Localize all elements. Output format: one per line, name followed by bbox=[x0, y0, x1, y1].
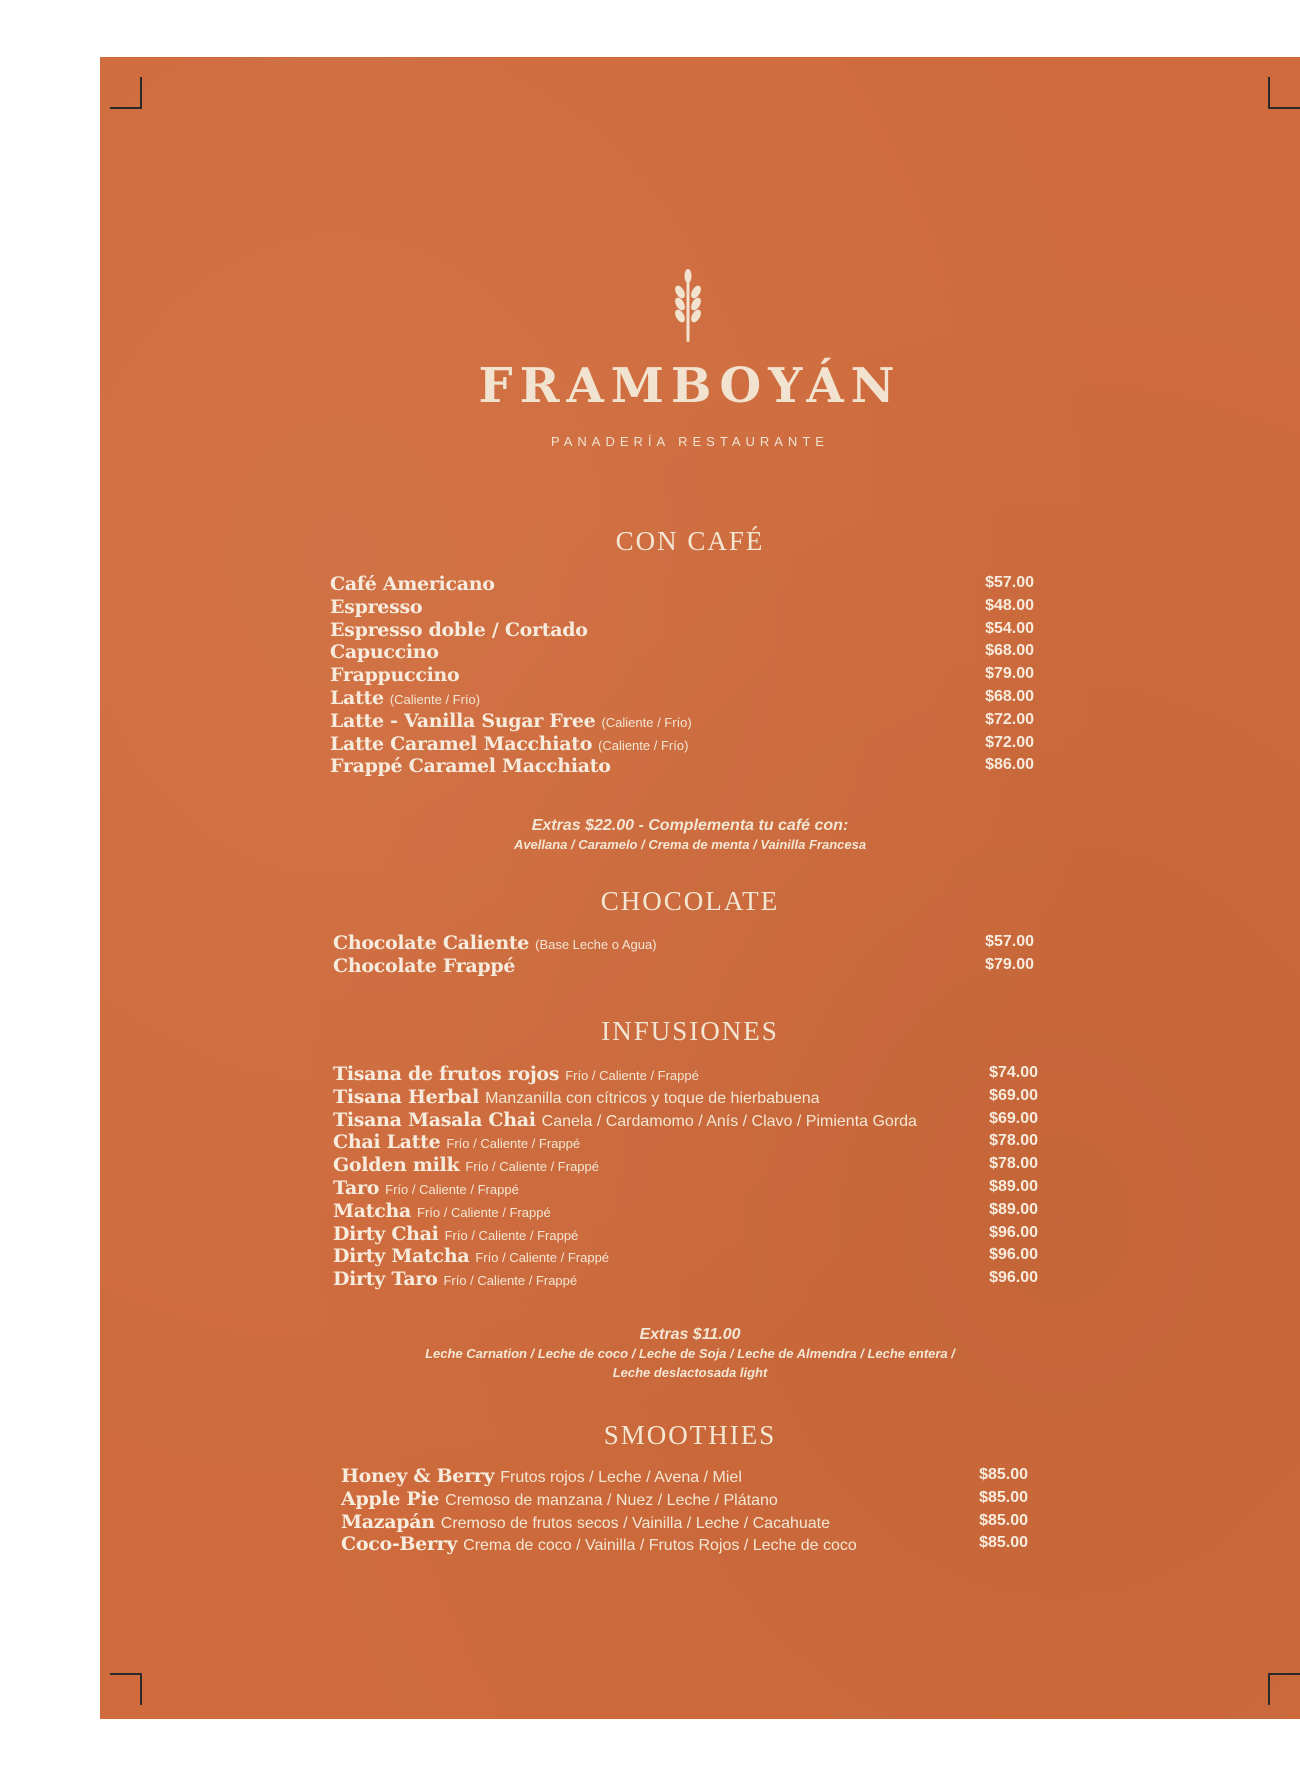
list-item bbox=[333, 1245, 1038, 1268]
item-note: (Caliente / Frío) bbox=[389, 691, 481, 707]
list-item bbox=[333, 1200, 1038, 1223]
item-note: Frío / Caliente / Frappé bbox=[417, 1204, 551, 1220]
list-item bbox=[330, 619, 1034, 642]
list-item bbox=[330, 755, 1034, 778]
item-name: Tisana Herbal bbox=[333, 1085, 480, 1108]
list-item bbox=[330, 664, 1034, 687]
brand-tagline: PANADERÍA RESTAURANTE bbox=[551, 434, 829, 449]
list-item bbox=[330, 573, 1034, 596]
item-name: Latte bbox=[330, 686, 384, 709]
item-name: Frappuccino bbox=[330, 664, 460, 687]
item-price: $85.00 bbox=[979, 1511, 1028, 1529]
item-price: $68.00 bbox=[985, 642, 1034, 660]
extras-options: Leche Carnation / Leche de coco / Leche de Soja / Leche de Almendra / Leche entera / bbox=[425, 1346, 955, 1361]
item-name: Honey & Berry bbox=[341, 1465, 495, 1487]
list-item bbox=[333, 932, 1034, 955]
list-item bbox=[333, 1154, 1038, 1177]
item-name: Frappé Caramel Macchiato bbox=[330, 755, 611, 778]
item-note: (Caliente / Frío) bbox=[598, 737, 689, 753]
item-note: Frío / Caliente / Frappé bbox=[444, 1227, 579, 1243]
item-description: Frutos rojos / Leche / Avena / Miel bbox=[500, 1469, 742, 1486]
list-item bbox=[333, 1063, 1038, 1086]
item-name: Apple Pie bbox=[341, 1487, 440, 1510]
infusiones-items bbox=[333, 1063, 1038, 1291]
item-description: Manzanilla con cítricos y toque de hierbabuena bbox=[485, 1089, 820, 1107]
item-price: $85.00 bbox=[979, 1534, 1028, 1552]
section-title-infusiones: INFUSIONES bbox=[601, 1016, 779, 1046]
cafe-items bbox=[330, 573, 1034, 778]
item-price: $96.00 bbox=[989, 1223, 1038, 1241]
item-name: Espresso bbox=[330, 595, 423, 618]
crop-mark-bottom-left bbox=[110, 1673, 142, 1705]
item-name: Chocolate Caliente bbox=[333, 932, 530, 954]
item-price: $85.00 bbox=[979, 1488, 1028, 1506]
item-name: Mazapán bbox=[341, 1510, 435, 1533]
item-price: $57.00 bbox=[985, 933, 1034, 950]
list-item bbox=[333, 1177, 1038, 1200]
item-price: $69.00 bbox=[989, 1086, 1038, 1104]
list-item bbox=[333, 1268, 1038, 1291]
list-item bbox=[341, 1511, 1028, 1534]
item-description: Canela / Cardamomo / Anís / Clavo / Pimienta Gorda bbox=[541, 1112, 917, 1130]
item-price: $96.00 bbox=[989, 1269, 1038, 1287]
item-name: Espresso doble / Cortado bbox=[330, 618, 588, 641]
item-price: $78.00 bbox=[989, 1155, 1038, 1173]
section-title-cafe: CON CAFÉ bbox=[615, 526, 765, 556]
item-name: Latte Caramel Macchiato bbox=[330, 732, 593, 755]
section-title-chocolate: CHOCOLATE bbox=[600, 886, 780, 916]
item-name: Dirty Matcha bbox=[333, 1245, 470, 1268]
item-note: Frío / Caliente / Frappé bbox=[446, 1136, 581, 1152]
infusiones-extras bbox=[0, 1326, 1300, 1382]
item-price: $57.00 bbox=[985, 574, 1034, 591]
item-price: $69.00 bbox=[989, 1109, 1038, 1127]
item-name: Dirty Taro bbox=[333, 1268, 438, 1291]
item-note: Frío / Caliente / Frappé bbox=[465, 1159, 599, 1175]
item-description: Cremoso de frutos secos / Vainilla / Leche / Cacahuate bbox=[440, 1514, 831, 1532]
item-note: (Base Leche o Agua) bbox=[535, 937, 657, 952]
list-item bbox=[333, 955, 1034, 978]
list-item bbox=[333, 1131, 1038, 1154]
item-price: $96.00 bbox=[989, 1246, 1038, 1264]
item-name: Dirty Chai bbox=[333, 1222, 439, 1245]
item-note: (Caliente / Frío) bbox=[601, 714, 692, 730]
item-name: Tisana Masala Chai bbox=[333, 1108, 536, 1131]
item-price: $54.00 bbox=[985, 619, 1034, 637]
list-item bbox=[333, 1109, 1038, 1132]
item-name: Café Americano bbox=[330, 573, 495, 595]
item-name: Golden milk bbox=[333, 1154, 460, 1177]
item-name: Taro bbox=[333, 1176, 380, 1199]
item-price: $85.00 bbox=[979, 1466, 1028, 1483]
chocolate-items bbox=[333, 932, 1034, 978]
item-price: $86.00 bbox=[985, 756, 1034, 774]
item-note: Frío / Caliente / Frappé bbox=[475, 1250, 610, 1266]
item-note: Frío / Caliente / Frappé bbox=[443, 1273, 578, 1289]
cafe-extras bbox=[0, 817, 1300, 854]
item-name: Capuccino bbox=[330, 641, 439, 664]
crop-mark-top-right bbox=[1268, 77, 1300, 109]
item-price: $72.00 bbox=[985, 733, 1034, 751]
extras-heading: Extras $22.00 - Complementa tu café con: bbox=[531, 817, 849, 834]
list-item bbox=[341, 1488, 1028, 1511]
extras-heading: Extras $11.00 bbox=[639, 1326, 741, 1343]
section-title-smoothies: SMOOTHIES bbox=[603, 1420, 777, 1450]
item-name: Coco-Berry bbox=[341, 1533, 458, 1556]
list-item bbox=[330, 687, 1034, 710]
item-price: $72.00 bbox=[985, 710, 1034, 728]
item-price: $79.00 bbox=[985, 955, 1034, 973]
item-name: Matcha bbox=[333, 1199, 412, 1222]
brand-name: FRAMBOYÁN bbox=[478, 358, 902, 414]
list-item bbox=[330, 641, 1034, 664]
list-item bbox=[341, 1533, 1028, 1556]
extras-options-continued: Leche deslactosada light bbox=[612, 1365, 768, 1380]
item-price: $89.00 bbox=[989, 1177, 1038, 1195]
list-item bbox=[333, 1086, 1038, 1109]
item-name: Latte - Vanilla Sugar Free bbox=[330, 709, 596, 732]
item-price: $48.00 bbox=[985, 596, 1034, 614]
item-price: $74.00 bbox=[989, 1064, 1038, 1081]
crop-mark-bottom-right bbox=[1268, 1673, 1300, 1705]
item-note: Frío / Caliente / Frappé bbox=[565, 1068, 699, 1083]
extras-options: Avellana / Caramelo / Crema de menta / Vainilla Francesa bbox=[513, 837, 867, 852]
item-price: $89.00 bbox=[989, 1200, 1038, 1218]
list-item bbox=[333, 1223, 1038, 1246]
wheat-logo-icon bbox=[668, 268, 708, 348]
item-note: Frío / Caliente / Frappé bbox=[385, 1181, 519, 1197]
list-item bbox=[341, 1465, 1028, 1488]
list-item bbox=[330, 710, 1034, 733]
item-name: Chai Latte bbox=[333, 1131, 441, 1154]
list-item bbox=[330, 596, 1034, 619]
item-price: $78.00 bbox=[989, 1132, 1038, 1150]
item-name: Chocolate Frappé bbox=[333, 954, 516, 977]
list-item bbox=[330, 733, 1034, 756]
item-price: $68.00 bbox=[985, 687, 1034, 705]
crop-mark-top-left bbox=[110, 77, 142, 109]
item-price: $79.00 bbox=[985, 665, 1034, 683]
item-description: Cremoso de manzana / Nuez / Leche / Plátano bbox=[445, 1491, 778, 1509]
smoothies-items bbox=[341, 1465, 1028, 1556]
item-name: Tisana de frutos rojos bbox=[333, 1063, 560, 1085]
item-description: Crema de coco / Vainilla / Frutos Rojos / Leche de coco bbox=[463, 1537, 857, 1555]
